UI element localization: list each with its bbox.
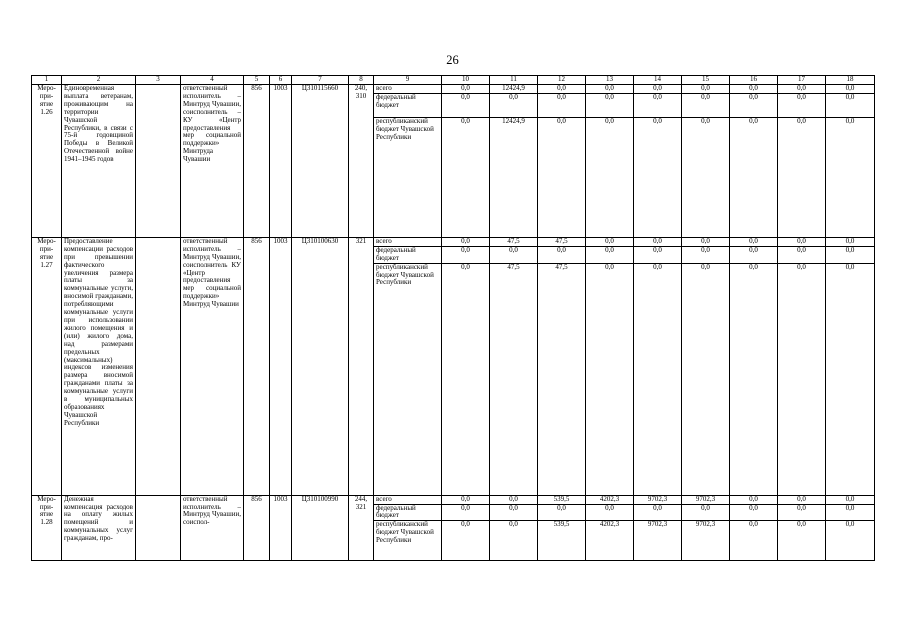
amount-cell: 0,0	[442, 237, 490, 246]
amount-cell: 0,0	[442, 117, 490, 237]
amount-cell: 0,0	[490, 504, 538, 521]
amount-cell: 0,0	[634, 117, 682, 237]
column-number-cell: 6	[270, 76, 292, 85]
amount-cell: 0,0	[826, 521, 875, 561]
amount-cell: 0,0	[586, 117, 634, 237]
column-number-cell: 17	[778, 76, 826, 85]
amount-cell: 0,0	[442, 246, 490, 263]
amount-cell: 0,0	[682, 504, 730, 521]
amount-cell: 0,0	[634, 93, 682, 117]
funding-source-cell: федеральный бюджет	[374, 93, 442, 117]
table-row	[32, 495, 875, 504]
column-number-cell: 11	[490, 76, 538, 85]
funding-source-cell: всего	[374, 495, 442, 504]
amount-cell: 0,0	[634, 237, 682, 246]
amount-cell: 0,0	[682, 93, 730, 117]
column-number-cell: 2	[62, 76, 136, 85]
amount-cell: 0,0	[442, 521, 490, 561]
amount-cell: 0,0	[730, 246, 778, 263]
amount-cell: 0,0	[634, 504, 682, 521]
amount-cell: 0,0	[826, 246, 875, 263]
amount-cell: 0,0	[730, 495, 778, 504]
expense-type-cell: 240, 310	[349, 85, 374, 238]
amount-cell: 0,0	[442, 504, 490, 521]
amount-cell: 47,5	[538, 237, 586, 246]
amount-cell: 0,0	[778, 117, 826, 237]
column-number-cell: 1	[32, 76, 62, 85]
amount-cell: 12424,9	[490, 85, 538, 94]
amount-cell: 0,0	[442, 263, 490, 495]
amount-cell: 0,0	[826, 93, 875, 117]
amount-cell: 539,5	[538, 521, 586, 561]
column-number-cell: 18	[826, 76, 875, 85]
grbs-code-cell: 856	[244, 237, 270, 495]
amount-cell: 0,0	[730, 504, 778, 521]
amount-cell: 0,0	[730, 117, 778, 237]
amount-cell: 0,0	[538, 504, 586, 521]
amount-cell: 47,5	[490, 237, 538, 246]
funding-source-cell: всего	[374, 85, 442, 94]
funding-source-cell: всего	[374, 237, 442, 246]
target-article-cell: Ц310115660	[292, 85, 349, 238]
amount-cell: 0,0	[826, 237, 875, 246]
amount-cell: 0,0	[442, 495, 490, 504]
executor-cell: ответственный исполнитель – Минтруд Чувашии, соиспол-	[181, 495, 244, 561]
amount-cell: 0,0	[490, 93, 538, 117]
amount-cell: 0,0	[730, 85, 778, 94]
amount-cell: 0,0	[490, 521, 538, 561]
grbs-code-cell: 856	[244, 495, 270, 561]
table-row	[32, 237, 875, 246]
amount-cell: 0,0	[778, 237, 826, 246]
section-code-cell: 1003	[270, 85, 292, 238]
column-number-cell: 8	[349, 76, 374, 85]
amount-cell: 0,0	[586, 93, 634, 117]
amount-cell: 0,0	[730, 263, 778, 495]
column-number-row	[32, 76, 875, 85]
amount-cell: 0,0	[586, 504, 634, 521]
column-number-cell: 7	[292, 76, 349, 85]
amount-cell: 0,0	[538, 93, 586, 117]
amount-cell: 0,0	[826, 85, 875, 94]
target-article-cell: Ц310100990	[292, 495, 349, 561]
amount-cell: 0,0	[682, 263, 730, 495]
amount-cell: 0,0	[778, 93, 826, 117]
amount-cell: 0,0	[778, 521, 826, 561]
amount-cell: 0,0	[586, 237, 634, 246]
goal-cell	[136, 237, 181, 495]
amount-cell: 0,0	[682, 117, 730, 237]
column-number-cell: 5	[244, 76, 270, 85]
amount-cell: 0,0	[826, 117, 875, 237]
amount-cell: 0,0	[442, 93, 490, 117]
amount-cell: 0,0	[778, 85, 826, 94]
section-code-cell: 1003	[270, 237, 292, 495]
measure-name-cell: Денежная компенсация расходов на оплату жилых помещений и коммунальных услуг гражданам, про-	[62, 495, 136, 561]
funding-source-cell: федеральный бюджет	[374, 504, 442, 521]
amount-cell: 9702,3	[634, 521, 682, 561]
goal-cell	[136, 85, 181, 238]
amount-cell: 0,0	[682, 237, 730, 246]
amount-cell: 0,0	[730, 521, 778, 561]
column-number-cell: 16	[730, 76, 778, 85]
amount-cell: 0,0	[778, 263, 826, 495]
column-number-cell: 10	[442, 76, 490, 85]
target-article-cell: Ц310100630	[292, 237, 349, 495]
column-number-cell: 4	[181, 76, 244, 85]
amount-cell: 9702,3	[682, 521, 730, 561]
funding-source-cell: республиканский бюджет Чувашской Республики	[374, 117, 442, 237]
funding-source-cell: федеральный бюджет	[374, 246, 442, 263]
page-number: 26	[446, 53, 459, 67]
measure-name-cell: Единовременная выплата ветеранам, проживающим на территории Чувашской Республики, в связи с 75-й годовщиной Победы в Великой Отечественной войне 1941–1945 годов	[62, 85, 136, 238]
amount-cell: 0,0	[538, 85, 586, 94]
amount-cell: 0,0	[778, 495, 826, 504]
amount-cell: 4202,3	[586, 495, 634, 504]
table-row	[32, 85, 875, 94]
amount-cell: 0,0	[634, 263, 682, 495]
amount-cell: 0,0	[826, 263, 875, 495]
expense-type-cell: 321	[349, 237, 374, 495]
amount-cell: 0,0	[778, 504, 826, 521]
amount-cell: 47,5	[490, 263, 538, 495]
expense-type-cell: 244, 321	[349, 495, 374, 561]
amount-cell: 0,0	[586, 246, 634, 263]
amount-cell: 9702,3	[682, 495, 730, 504]
goal-cell	[136, 495, 181, 561]
amount-cell: 0,0	[538, 117, 586, 237]
column-number-cell: 13	[586, 76, 634, 85]
column-number-cell: 3	[136, 76, 181, 85]
executor-cell: ответственный исполнитель – Минтруд Чувашии, соисполнитель – КУ «Центр предоставления мер социальной поддержки» Минтруда Чувашии	[181, 85, 244, 238]
column-number-cell: 15	[682, 76, 730, 85]
amount-cell: 47,5	[538, 263, 586, 495]
amount-cell: 0,0	[826, 495, 875, 504]
amount-cell: 539,5	[538, 495, 586, 504]
program-financing-table	[31, 75, 875, 561]
amount-cell: 0,0	[490, 246, 538, 263]
amount-cell: 0,0	[442, 85, 490, 94]
amount-cell: 4202,3	[586, 521, 634, 561]
amount-cell: 0,0	[634, 85, 682, 94]
executor-cell: ответственный исполнитель – Минтруд Чувашии, соисполнитель КУ «Центр предоставления мер социальной поддержки» Минтруд Чувашии	[181, 237, 244, 495]
amount-cell: 0,0	[586, 263, 634, 495]
amount-cell: 0,0	[538, 246, 586, 263]
funding-source-cell: республиканский бюджет Чувашской Республики	[374, 521, 442, 561]
measure-name-cell: Предоставление компенсации расходов при превышении фактического увеличения размера платы за коммунальные услуги, вносимой гражданами, потребляющими коммунальные услуги при использовании жилого помещения и (или) жилого дома, над размерами предельных (максимальных) индексов изменения размера вносимой гражданами платы за коммунальные услуги в муниципальных образованиях Чувашской Республики	[62, 237, 136, 495]
amount-cell: 0,0	[682, 85, 730, 94]
amount-cell: 0,0	[634, 246, 682, 263]
amount-cell: 9702,3	[634, 495, 682, 504]
funding-source-cell: республиканский бюджет Чувашской Республики	[374, 263, 442, 495]
amount-cell: 0,0	[490, 495, 538, 504]
column-number-cell: 14	[634, 76, 682, 85]
measure-cell: Меро-при-ятие 1.27	[32, 237, 62, 495]
column-number-cell: 12	[538, 76, 586, 85]
amount-cell: 0,0	[778, 246, 826, 263]
measure-cell: Меро-при-ятие 1.26	[32, 85, 62, 238]
amount-cell: 0,0	[730, 93, 778, 117]
amount-cell: 12424,9	[490, 117, 538, 237]
section-code-cell: 1003	[270, 495, 292, 561]
amount-cell: 0,0	[730, 237, 778, 246]
amount-cell: 0,0	[682, 246, 730, 263]
measure-cell: Меро-при-ятие 1.28	[32, 495, 62, 561]
amount-cell: 0,0	[826, 504, 875, 521]
column-number-cell: 9	[374, 76, 442, 85]
grbs-code-cell: 856	[244, 85, 270, 238]
amount-cell: 0,0	[586, 85, 634, 94]
